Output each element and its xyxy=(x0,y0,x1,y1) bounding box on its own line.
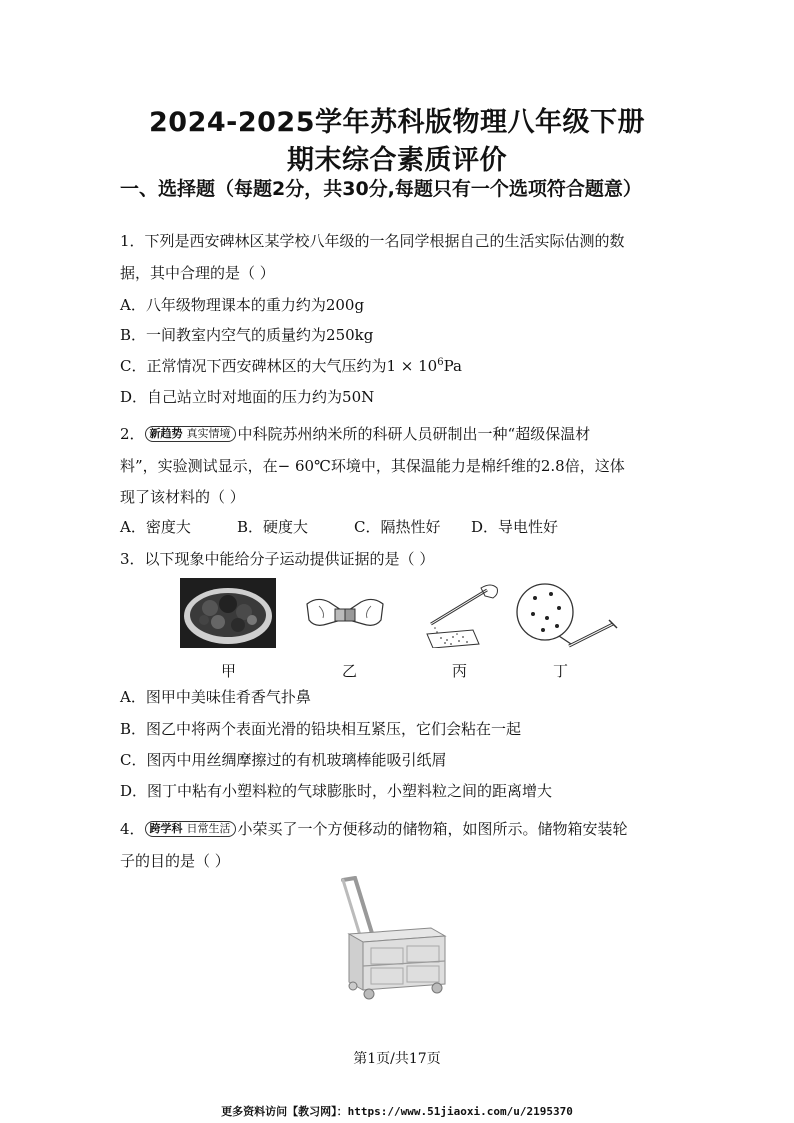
q2-number: 2． xyxy=(120,425,145,443)
q4-stem-text: 小荣买了一个方便移动的储物箱，如图所示。储物箱安装轮 xyxy=(237,820,628,838)
q1-stem-line1: 1．下列是西安碑林区某学校八年级的一名同学根据自己的生活实际估测的数 xyxy=(120,232,625,250)
q2-stem-line2: 料”，实验测试显示，在− 60℃环境中，其保温能力是棉纤维的2.8倍，这体 xyxy=(120,457,625,475)
q2-stem-text: 中科院苏州纳米所的科研人员研制出一种“超级保温材 xyxy=(237,425,591,443)
q4-tag-text: 日常生活 xyxy=(186,822,231,835)
q3-option-d: D．图丁中粘有小塑料粒的气球膨胀时，小塑料粒之间的距离增大 xyxy=(120,782,553,800)
section-heading: 一、选择题（每题2分，共30分,每题只有一个选项符合题意） xyxy=(120,178,642,200)
storage-box-trolley-figure xyxy=(335,876,455,1002)
q2-option-a: A．密度大 xyxy=(120,518,191,536)
q1-option-c xyxy=(120,355,462,376)
q2-option-c: C．隔热性好 xyxy=(354,518,441,536)
figure-caption-ding: 丁 xyxy=(553,662,569,680)
q1-option-d: D．自己站立时对地面的压力约为50N xyxy=(120,388,375,406)
q2-tag-text: 真实情境 xyxy=(186,427,231,440)
page-title-line2: 期末综合素质评价 xyxy=(287,145,507,176)
q4-tag-bold: 跨学科 xyxy=(149,822,183,835)
page-number-footer: 第1页/共17页 xyxy=(353,1051,441,1067)
glass-rod-paper-scraps-figure xyxy=(415,582,505,648)
q2-stem-line3: 现了该材料的（ ） xyxy=(120,488,245,506)
q3-option-c: C．图丙中用丝绸摩擦过的有机玻璃棒能吸引纸屑 xyxy=(120,751,447,769)
page-title-line1: 2024-2025学年苏科版物理八年级下册 xyxy=(149,107,645,138)
q4-tag-badge xyxy=(145,821,236,837)
figure-caption-jia: 甲 xyxy=(221,662,237,680)
q2-option-d: D．导电性好 xyxy=(471,518,559,536)
q1-stem-line2: 据，其中合理的是（ ） xyxy=(120,264,275,282)
q1-option-c-exponent: 6 xyxy=(437,357,444,368)
figure-caption-yi: 乙 xyxy=(342,662,358,680)
q1-option-b: B．一间教室内空气的质量约为250kg xyxy=(120,326,374,344)
q2-tag-badge xyxy=(145,426,236,442)
q2-tag-bold: 新趋势 xyxy=(149,427,183,440)
q3-option-b: B．图乙中将两个表面光滑的铅块相互紧压，它们会粘在一起 xyxy=(120,720,522,738)
q4-number: 4． xyxy=(120,820,145,838)
q3-option-a: A．图甲中美味佳肴香气扑鼻 xyxy=(120,688,311,706)
q1-option-c-prefix: C．正常情况下西安碑林区的大气压约为1 × 10 xyxy=(120,357,438,375)
q2-stem-line1 xyxy=(120,423,590,444)
balloon-plastic-particles-figure xyxy=(513,580,619,652)
q3-stem: 3．以下现象中能给分子运动提供证据的是（ ） xyxy=(120,550,435,568)
q2-option-b: B．硬度大 xyxy=(237,518,309,536)
q4-stem-line1 xyxy=(120,818,628,839)
q1-option-a: A．八年级物理课本的重力约为200g xyxy=(120,296,365,314)
hands-pressing-lead-blocks-figure xyxy=(305,590,385,640)
food-dish-photo xyxy=(180,578,276,648)
q4-stem-line2: 子的目的是（ ） xyxy=(120,852,230,870)
q1-option-c-unit: Pa xyxy=(443,357,462,375)
resource-link-footer[interactable]: 更多资料访问【教习网】：https://www.51jiaoxi.com/u/2195370 xyxy=(221,1105,573,1118)
figure-caption-bing: 丙 xyxy=(452,662,468,680)
